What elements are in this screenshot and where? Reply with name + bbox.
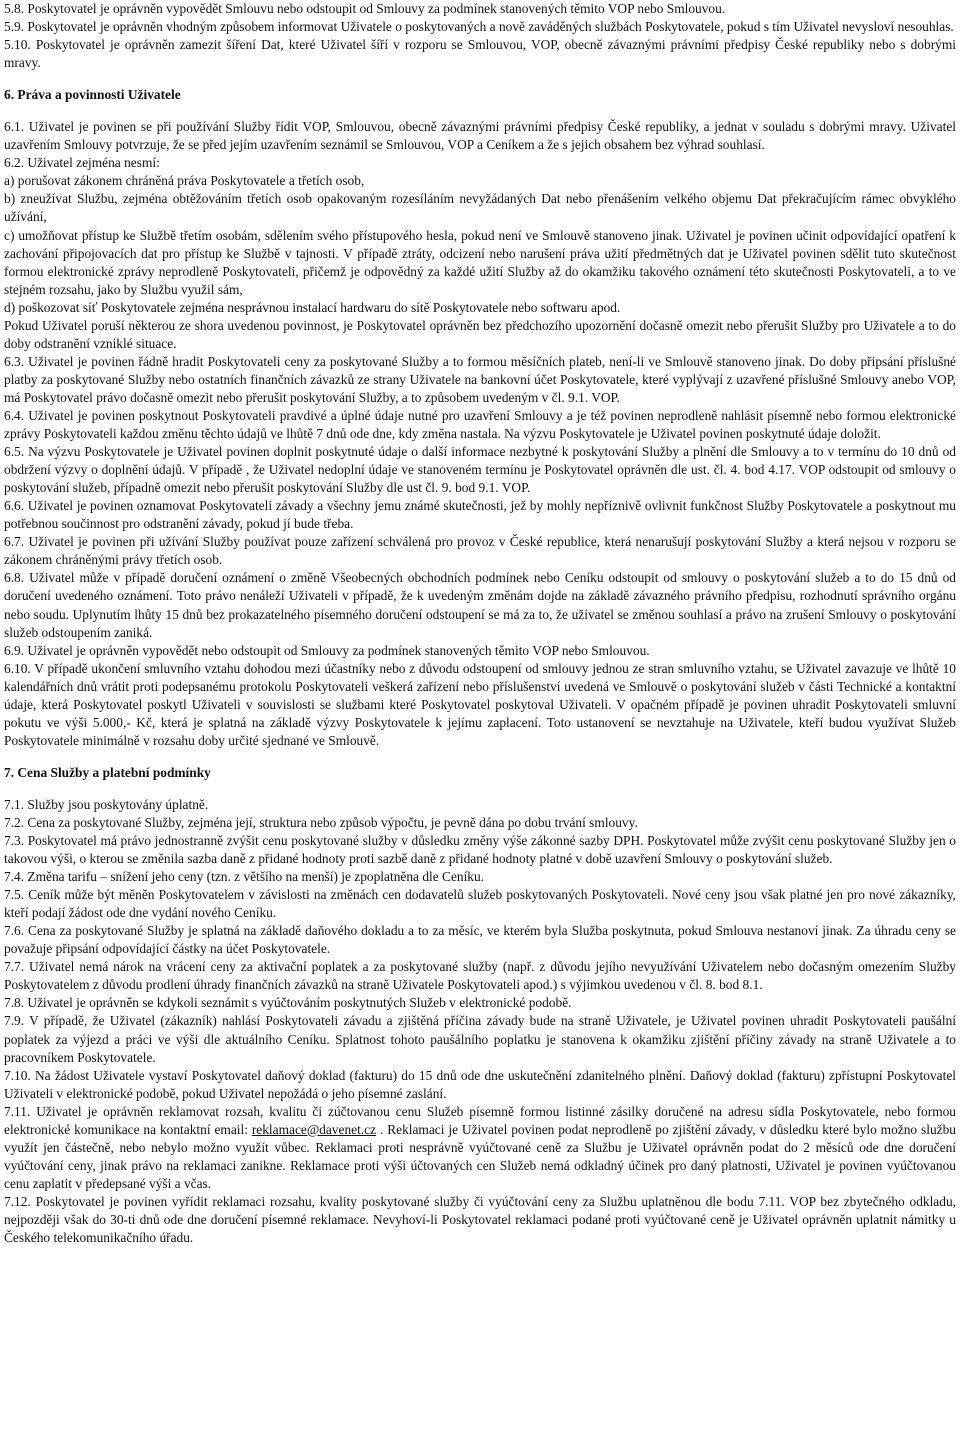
paragraph: 6.9. Uživatel je oprávněn vypovědět nebo odstoupit od Smlouvy za podmínek stanovených těmito VOP nebo Smlouvou. (4, 642, 650, 658)
section-gap (4, 104, 956, 118)
paragraph: 7.6. Cena za poskytované Služby je splatná na základě daňového dokladu a to za měsíc, ve kterém byla Služba poskytnuta, pokud Smlouva nestanoví jinak. Za úhradu ceny se považuje připsání odpovídající částky na účet Poskytovatele. (4, 923, 956, 957)
paragraph: 6.8. Uživatel může v případě doručení oznámení o změně Všeobecných obchodních podmínek nebo Ceníku odstoupit od smlouvy o poskytování služeb a to do 15 dnů od doručení uvedeného oznámení. Toto právo nenáleží Uživateli v případě, že k uvedeným změnám dojde na základě závazného právního předpisu, rozhodnutí správního orgánu nebo soudu. Uplynutím lhůty 15 dnů bez prokazatelného písemného doručení odstoupení se má za to, že uživatel se změnou souhlasí a právo na zrušení Smlouvy o poskytování služeb odstoupením zaniká. (4, 570, 956, 640)
paragraph: 7.9. V případě, že Uživatel (zákazník) nahlásí Poskytovateli závadu a zjištěná příčina závady bude na straně Uživatele, je Uživatel povinen uhradit Poskytovateli paušální poplatek za výjezd a práci ve výši dle aktuálního Ceníku. Splatnost tohoto paušálního poplatku je stanovena k okamžiku zjištění příčiny závady na straně Uživatele a to pracovníkem Poskytovatele. (4, 1013, 956, 1065)
paragraph-text: 7.11. Uživatel je oprávněn reklamovat rozsah, kvalitu či zúčtovanou cenu Služeb písemně formou listinné zásilky doručené na adresu sídla Poskytovatele, nebo formou elektronické komunikace na kontaktní email: (4, 1103, 956, 1137)
paragraph: 7.7. Uživatel nemá nárok na vrácení ceny za aktivační poplatek a za poskytované služby (např. z důvodu jejího nevyužívání Uživatelem nebo dočasným omezením Služby Poskytovatelem z důvodu prodlení úhrady finančních závazků na straně Uživatele Poskytovateli apod.) s výjimkou uvedenou v čl. 8. bod 8.1. (4, 959, 956, 993)
section-heading: 6. Práva a povinnosti Uživatele (4, 87, 181, 103)
paragraph: b) zneužívat Službu, zejména obtěžováním třetích osob opakovaným rozesíláním nevyžádaných Dat nebo přenášením velkého objemu Dat překračujícím rámec obvyklého užívání, (4, 191, 956, 225)
paragraph: 5.9. Poskytovatel je oprávněn vhodným způsobem informovat Uživatele o poskytovaných a nově zaváděných službách Poskytovatele, pokud s tím Uživatel nevysloví nesouhlas. (4, 19, 954, 35)
paragraph: 6.7. Uživatel je povinen při užívání Služby používat pouze zařízení schválená pro provoz v České republice, která nenarušují poskytování Služby a která nejsou v rozporu se zákonem chráněnými právy třetích osob. (4, 534, 956, 568)
paragraph: 6.10. V případě ukončení smluvního vztahu dohodou mezi účastníky nebo z důvodu odstoupení od smlouvy jednou ze stran smluvního vztahu, se Uživatel zavazuje ve lhůtě 10 kalendářních dnů vrátit proti podepsanému protokolu Poskytovateli veškerá zařízení nebo příslušenství uvedená ve Smlouvě o poskytování služeb v části Technické a kontaktní údaje, která Poskytovatel poskytl Uživateli v souvislosti se službami které Poskytovatel poskytoval Uživateli. V opačném případě je povinen uhradit Poskytovateli smluvní pokutu ve výši 5.000,- Kč, která je splatná na základě výzvy Poskytovatele k jejímu zaplacení. Toto ustanovení se nevztahuje na Uživatele, kteří budou využívat Služeb Poskytovatele minimálně v rozsahu doby určité sjednané ve Smlouvě. (4, 660, 956, 748)
paragraph: Pokud Uživatel poruší některou ze shora uvedenou povinnost, je Poskytovatel oprávněn bez předchozího upozornění dočasně omezit nebo přerušit Služby pro Uživatele a to do doby odstranění vzniklé situace. (4, 317, 956, 351)
email-link[interactable]: reklamace@davenet.cz (251, 1121, 377, 1137)
paragraph (4, 1103, 956, 1193)
paragraph: 7.1. Služby jsou poskytovány úplatně. (4, 796, 209, 812)
paragraph: 7.12. Poskytovatel je povinen vyřídit reklamaci rozsahu, kvality poskytované služby či vyúčtování ceny za Službu uplatněnou dle bodu 7.11. VOP bez zbytečného odkladu, nejpozději však do 30-ti dnů ode dne doručení písemné reklamace. Nevyhoví-li Poskytovatel reklamaci podané proti vyúčtované ceně je Uživatel oprávněn uplatnit námitky u Českého telekomunikačního úřadu. (4, 1193, 956, 1246)
section-gap (4, 72, 956, 86)
paragraph: d) poškozovat síť Poskytovatele zejména nesprávnou instalací hardwaru do sítě Poskytovatele nebo softwaru apod. (4, 299, 621, 315)
paragraph: 5.8. Poskytovatel je oprávněn vypovědět Smlouvu nebo odstoupit od Smlouvy za podmínek stanovených těmito VOP nebo Smlouvou. (4, 1, 726, 16)
paragraph: 7.8. Uživatel je oprávněn se kdykoli seznámit s vyúčtováním poskytnutých Služeb v elektronické podobě. (4, 995, 572, 1011)
paragraph: 6.6. Uživatel je povinen oznamovat Poskytovateli závady a všechny jemu známé skutečnosti, jež by mohly nepříznivě ovlivnit funkčnost Služby Poskytovatele a poskytnout mu potřebnou součinnost pro odstranění závady, pokud jí bude třeba. (4, 498, 956, 532)
paragraph: 5.10. Poskytovatel je oprávněn zamezit šíření Dat, které Uživatel šíří v rozporu se Smlouvou, VOP, obecně závaznými právními předpisy České republiky nebo s dobrými mravy. (4, 37, 956, 71)
paragraph-text: . Reklamaci je Uživatel povinen podat neprodleně po zjištění závady, v důsledku které bylo možno službu využít jen částečně, nebo nebylo možno využít vůbec. Reklamaci proti nesprávně vyúčtované ceně za Službu je Uživatel oprávněn podat do 2 měsíců ode dne doručení vyúčtování ceny, jinak právo na reklamaci zanikne. Reklamace proti výši účtovaných cen Služeb nemá odkladný účinek pro daný platnosti, Uživatel je povinen vyúčtovanou cenu zaplatit v předepsané výši a včas. (4, 1121, 956, 1191)
paragraph: 6.5. Na výzvu Poskytovatele je Uživatel povinen doplnit poskytnuté údaje o další informace nezbytné k poskytování Služby a plnění dle Smlouvy a to v termínu do 10 dnů od obdržení výzvy o doplnění údajů. V případě , že Uživatel nedoplní údaje ve stanoveném termínu je Poskytovatel oprávněn dle ust. čl. 4. bod 4.17. VOP odstoupit od smlouvy o poskytování služeb, případně omezit nebo přerušit poskytování Služby dle ust čl. 9. bod 9.1. VOP. (4, 444, 956, 496)
paragraph: 7.5. Ceník může být měněn Poskytovatelem v závislosti na změnách cen dodavatelů služeb poskytovaných Poskytovateli. Nové ceny jsou však platné jen pro nové zákazníky, kteří podají žádost ode dne vydání nového Ceníku. (4, 887, 956, 921)
paragraph: 7.10. Na žádost Uživatele vystaví Poskytovatel daňový doklad (fakturu) do 15 dnů ode dne uskutečnění zdanitelného plnění. Daňový doklad (fakturu) zpřístupní Poskytovatel Uživateli v elektronické podobě, pokud Uživatel nepožádá o jeho písemné zaslání. (4, 1067, 956, 1101)
paragraph: c) umožňovat přístup ke Službě třetím osobám, sdělením svého přístupového hesla, pokud není ve Smlouvě stanoveno jinak. Uživatel je povinen učinit odpovídající opatření k zachování připojovacích dat pro přístup ke Službě v tajnosti. V případě ztráty, odcizení nebo narušení práva užití předmětných dat je Uživatel povinen sdělit tuto skutečnost formou elektronické zprávy neprodleně Poskytovateli, přičemž je odpovědný za každé užití Služby až do okamžiku takového oznámení této skutečnosti Poskytovateli, a to ve stejném rozsahu, jako by Službu využil sám, (4, 227, 956, 297)
paragraph: 6.1. Uživatel je povinen se při používání Služby řídit VOP, Smlouvou, obecně závaznými právními předpisy České republiky, a jednat v souladu s dobrými mravy. Uživatel uzavřením Smlouvy potvrzuje, že se před jejím uzavřením seznámil se Smlouvou, VOP a Ceníkem a že s jejich obsahem bez výhrad souhlasí. (4, 119, 956, 153)
paragraph: 7.2. Cena za poskytované Služby, zejména její, struktura nebo způsob výpočtu, je pevně dána po dobu trvání smlouvy. (4, 814, 638, 830)
paragraph: 6.2. Uživatel zejména nesmí: (4, 155, 160, 171)
paragraph: 7.4. Změna tarifu – snížení jeho ceny (tzn. z většího na menší) je zpoplatněna dle Ceníku. (4, 869, 485, 885)
section-gap (4, 750, 956, 764)
paragraph: a) porušovat zákonem chráněná práva Poskytovatele a třetích osob, (4, 173, 365, 189)
section-heading: 7. Cena Služby a platební podmínky (4, 764, 211, 780)
paragraph: 7.3. Poskytovatel má právo jednostranně zvýšit cenu poskytované služby v důsledku změny výše zákonné sazby DPH. Poskytovatel může zvýšit cenu poskytované Služby jen o takovou výši, o kterou se změnila sazba daně z přidané hodnoty proti sazbě daně z přidané hodnoty platné v době uzavření Smlouvy o poskytování služeb. (4, 833, 956, 867)
paragraph: 6.3. Uživatel je povinen řádně hradit Poskytovateli ceny za poskytované Služby a to formou měsíčních plateb, není-li ve Smlouvě stanoveno jinak. Do doby připsání příslušné platby za poskytované Služby nebo ostatních finančních závazků ze strany Uživatele na bankovní účet Poskytovatele, které vyplývají z uzavřené příslušné Smlouvy anebo VOP, má Poskytovatel právo dočasně omezit nebo přerušit poskytování Služby, a to způsobem uvedeným v čl. 9.1. VOP. (4, 353, 956, 405)
paragraph: 6.4. Uživatel je povinen poskytnout Poskytovateli pravdivé a úplné údaje nutné pro uzavření Smlouvy a je též povinen neprodleně nahlásit písemně nebo formou elektronické zprávy Poskytovateli každou změnu těchto údajů ve lhůtě 7 dnů ode dne, kdy změna nastala. Na výzvu Poskytovatele je Uživatel povinen poskytnuté údaje doložit. (4, 407, 956, 442)
section-gap (4, 782, 956, 796)
